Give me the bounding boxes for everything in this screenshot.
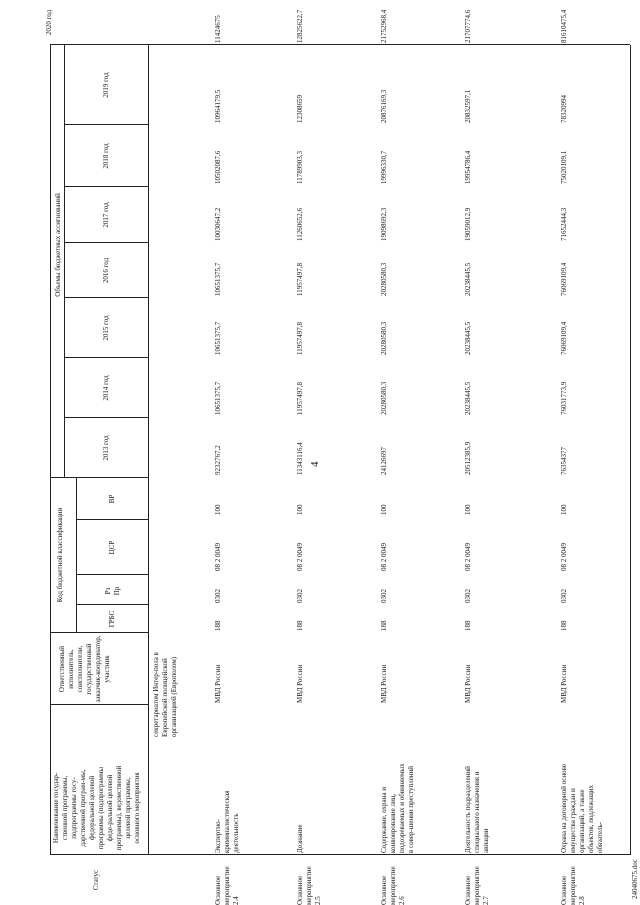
header-year: 2020 год xyxy=(45,9,53,36)
row-value: 20832597,1 xyxy=(464,89,472,123)
row-value: 10651375,7 xyxy=(214,381,222,415)
row-value: 10502087,6 xyxy=(214,150,222,184)
row-value: 19098692,3 xyxy=(380,207,388,241)
header-rzpr: Рз Пр xyxy=(104,586,121,596)
header-responsible: Ответственный исполнитель, соисполнители, государственный заказчик-координатор, участник xyxy=(58,635,111,703)
row-rzpr: 0302 xyxy=(214,589,222,603)
row-value: 20876169,3 xyxy=(380,89,388,123)
row-value: 78320994 xyxy=(560,95,568,123)
row-name: Охрана на договорной основе имущества граждан и организаций, а также объектов, подлежащих обязатель- xyxy=(560,763,604,853)
header-status: Статус xyxy=(92,869,100,891)
row-grbs: 188 xyxy=(464,620,472,631)
row-rzpr: 0302 xyxy=(296,589,304,603)
row-value: 10651375,7 xyxy=(214,321,222,355)
row-value: 11957497,8 xyxy=(296,322,304,355)
header-vr: ВР xyxy=(108,494,116,504)
col-divider xyxy=(50,44,630,45)
row-value: 11343116,4 xyxy=(296,442,304,475)
row-value: 10964179,5 xyxy=(214,89,222,123)
row-status: Основное мероприятие 2.5 xyxy=(296,866,322,905)
header-year: 2017 год xyxy=(102,202,110,228)
row-status: Основное мероприятие 2.6 xyxy=(380,866,406,905)
row-csr: 08 2 0049 xyxy=(380,543,388,571)
row-status: Основное мероприятие 2.7 xyxy=(464,866,490,905)
row-value: 71652444,3 xyxy=(560,207,568,241)
row-name: Экспертно-криминалистическая деятельность xyxy=(214,790,240,853)
page-number: 4 xyxy=(309,461,321,467)
row-value: 19059012,9 xyxy=(464,207,472,241)
row-value: 10030647,2 xyxy=(214,207,222,241)
row-vr: 100 xyxy=(464,504,472,515)
table-bottom-border xyxy=(630,45,631,855)
row-responsible: МВД России xyxy=(560,664,568,703)
row-responsible: МВД России xyxy=(380,664,388,703)
col-divider xyxy=(50,854,630,855)
row-value: 24126697 xyxy=(380,447,388,475)
header-bottom-border xyxy=(148,45,149,855)
row-value: 20280580,3 xyxy=(380,381,388,415)
row-vr: 100 xyxy=(560,504,568,515)
volumes-divider xyxy=(64,45,65,478)
row-grbs: 188 xyxy=(214,620,222,631)
footer-doc-code: 24040675.doc xyxy=(631,859,639,899)
header-year: 2019 год xyxy=(102,72,110,98)
row-value: 76354377 xyxy=(560,447,568,475)
row-value: 20280580,3 xyxy=(380,262,388,296)
row-responsible: МВД России xyxy=(214,664,222,703)
row-grbs: 188 xyxy=(296,620,304,631)
row-status: Основное мероприятие 2.4 xyxy=(214,866,240,905)
row-responsible: МВД России xyxy=(296,664,304,703)
row-name: Деятельность подразделений специального назначения и авиации xyxy=(464,766,490,853)
row-value: 10651375,7 xyxy=(214,262,222,296)
row-value: 19954786,4 xyxy=(464,150,472,184)
row-csr: 08 2 0049 xyxy=(560,543,568,571)
header-year: 2014 год xyxy=(102,375,110,401)
row-grbs: 188 xyxy=(560,620,568,631)
header-budget-code: Код бюджетной классификации xyxy=(56,507,64,603)
row-rzpr: 0302 xyxy=(380,589,388,603)
header-csr: ЦСР xyxy=(108,540,116,555)
row-value: 19996330,7 xyxy=(380,150,388,184)
row-value: 9232767,2 xyxy=(214,445,222,475)
row-rzpr: 0302 xyxy=(560,589,568,603)
header-grbs: ГРБС xyxy=(108,610,116,628)
row-value: 12825622,7 xyxy=(296,9,304,43)
continuation-name: секретариатом Интер-пола в Европейской полицейской организацией (Европолом) xyxy=(152,652,178,737)
header-year: 2018 год xyxy=(102,143,110,169)
row-value: 11424675 xyxy=(214,15,222,43)
row-value: 20238445,5 xyxy=(464,262,472,296)
row-value: 21707774,6 xyxy=(464,9,472,43)
row-csr: 08 2 0049 xyxy=(296,543,304,571)
header-year: 2015 год xyxy=(102,315,110,341)
row-rzpr: 0302 xyxy=(464,589,472,603)
row-value: 12308659 xyxy=(296,95,304,123)
row-value: 11260652,6 xyxy=(296,208,304,241)
row-name: Дознание xyxy=(296,824,304,853)
row-value: 76031773,9 xyxy=(560,381,568,415)
header-year: 2016 год xyxy=(102,257,110,284)
row-status: Основное мероприятие 2.8 xyxy=(560,866,586,905)
row-value: 20238445,5 xyxy=(464,321,472,355)
row-value: 21752968,4 xyxy=(380,9,388,43)
table-top-border xyxy=(50,45,51,855)
row-vr: 100 xyxy=(380,504,388,515)
row-vr: 100 xyxy=(214,504,222,515)
header-year: 2013 год xyxy=(102,435,110,461)
row-csr: 08 2 0049 xyxy=(464,543,472,571)
col-divider xyxy=(50,632,148,633)
header-name: Наименование государ-ственной программы, подпрограммы госу-дарственной програм-мы, федеральной целевой программы (подпрограммы феде-ральной целевой программы), ведомственной целевой программы, основного мероприятия xyxy=(52,765,141,851)
row-value: 11789903,3 xyxy=(296,151,304,184)
col-divider xyxy=(50,477,148,478)
row-value: 75020109,1 xyxy=(560,150,568,184)
row-value: 20238445,5 xyxy=(464,381,472,415)
col-divider xyxy=(50,704,148,705)
row-value: 20512385,9 xyxy=(464,441,472,475)
row-grbs: 188 xyxy=(380,620,388,631)
header-volumes: Объемы бюджетных ассигнований xyxy=(54,193,62,297)
row-value: 81610475,4 xyxy=(560,9,568,43)
row-name: Содержание, охрана и конвоирование лиц, подозреваемых и обвиняемых в совер-шении преступлений xyxy=(380,763,415,853)
row-responsible: МВД России xyxy=(464,664,472,703)
row-value: 76069109,4 xyxy=(560,262,568,296)
row-value: 76069109,4 xyxy=(560,321,568,355)
row-value: 11957497,8 xyxy=(296,382,304,415)
row-value: 20280580,3 xyxy=(380,321,388,355)
row-csr: 08 2 0049 xyxy=(214,543,222,571)
row-value: 11957497,8 xyxy=(296,263,304,296)
budget-code-divider xyxy=(76,478,77,633)
row-vr: 100 xyxy=(296,504,304,515)
